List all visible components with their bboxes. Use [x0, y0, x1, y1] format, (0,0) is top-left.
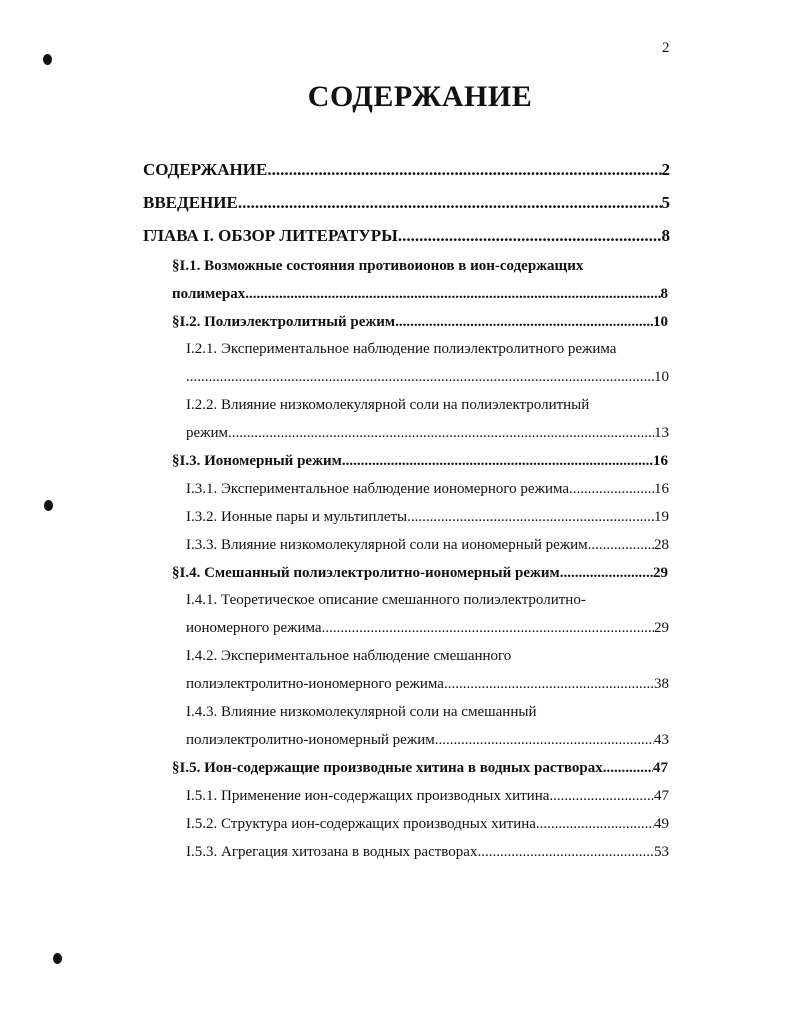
- toc-entry-page: 38: [654, 676, 669, 692]
- toc-entry-title-continued: полиэлектролитно-иономерного режима: [186, 676, 444, 692]
- toc-entry-title: I.3.3. Влияние низкомолекулярной соли на иономерный режим: [186, 537, 588, 553]
- toc-entry: [186, 788, 669, 805]
- toc-leader-dots: [186, 369, 654, 386]
- toc-entry-title: §I.2. Полиэлектролитный режим: [172, 314, 396, 330]
- toc-entry-page: 43: [654, 732, 669, 748]
- toc-entry-title: I.2.1. Экспериментальное наблюдение полиэлектролитного режима: [186, 341, 617, 357]
- toc-entry-page: 2: [661, 160, 670, 179]
- toc-entry: [186, 369, 669, 386]
- toc-entry-title: I.3.1. Экспериментальное наблюдение иономерного режима: [186, 481, 570, 497]
- toc-entry-page: 5: [661, 193, 670, 212]
- toc-entry-page: 29: [653, 565, 668, 581]
- toc-leader-dots: [342, 453, 653, 470]
- toc-entry-page: 49: [654, 816, 669, 832]
- punch-hole-mark: [43, 54, 52, 65]
- toc-leader-dots: [398, 226, 662, 246]
- toc-entry-page: 53: [654, 844, 669, 860]
- toc-entry-page: 28: [654, 537, 669, 553]
- toc-entry-title: I.4.1. Теоретическое описание смешанного полиэлектролитно-: [186, 592, 586, 608]
- toc-entry-title: §I.3. Иономерный режим: [172, 453, 342, 469]
- toc-leader-dots: [444, 676, 654, 693]
- toc-entry: [143, 160, 670, 180]
- toc-entry-title: СОДЕРЖАНИЕ: [143, 160, 268, 179]
- toc-leader-dots: [606, 760, 653, 777]
- toc-entry: [186, 509, 669, 526]
- toc-entry-title: ГЛАВА I. ОБЗОР ЛИТЕРАТУРЫ: [143, 226, 398, 245]
- toc-entry: [172, 565, 668, 582]
- toc-leader-dots: [477, 844, 654, 861]
- toc-leader-dots: [245, 286, 660, 303]
- toc-entry-title: ВВЕДЕНИЕ: [143, 193, 238, 212]
- toc-entry-page: 8: [661, 226, 670, 245]
- toc-entry: [186, 537, 669, 554]
- toc-entry: [186, 844, 669, 861]
- toc-entry: [143, 226, 670, 246]
- toc-leader-dots: [588, 537, 654, 554]
- toc-entry: [172, 453, 668, 470]
- toc-leader-dots: [569, 481, 654, 498]
- toc-entry-title: §I.4. Смешанный полиэлектролитно-иономерный режим: [172, 565, 560, 581]
- toc-entry-title: §I.5. Ион-содержащие производные хитина в водных растворах.: [172, 760, 607, 776]
- toc-entry-title-continued: иономерного режима: [186, 620, 322, 636]
- toc-entry: [186, 816, 669, 833]
- toc-leader-dots: [560, 565, 653, 582]
- toc-entry: [172, 760, 668, 777]
- toc-leader-dots: [228, 425, 654, 442]
- toc-leader-dots: [435, 732, 654, 749]
- toc-entry-title-continued: полимерах: [172, 286, 246, 302]
- toc-entry-page: 10: [654, 369, 669, 385]
- toc-entry-page: 16: [653, 453, 668, 469]
- toc-leader-dots: [322, 620, 654, 637]
- toc-entry-title: I.4.3. Влияние низкомолекулярной соли на смешанный: [186, 704, 537, 720]
- toc-entry-page: 10: [653, 314, 668, 330]
- toc-entry: [186, 676, 669, 693]
- toc-entry-page: 47: [653, 760, 668, 776]
- toc-entry-title-continued: полиэлектролитно-иономерный режим: [186, 732, 435, 748]
- page-title: СОДЕРЖАНИЕ: [307, 80, 533, 113]
- toc-entry-title: I.4.2. Экспериментальное наблюдение смешанного: [186, 648, 512, 664]
- toc-entry: [186, 620, 669, 637]
- toc-entry-title: I.2.2. Влияние низкомолекулярной соли на полиэлектролитный: [186, 397, 590, 413]
- toc-leader-dots: [549, 788, 654, 805]
- toc-entry-title: I.5.3. Агрегация хитозана в водных растворах: [186, 844, 478, 860]
- toc-leader-dots: [238, 193, 662, 213]
- toc-entry-page: 29: [654, 620, 669, 636]
- toc-leader-dots: [407, 509, 654, 526]
- toc-entry: [143, 193, 670, 213]
- page-number: 2: [662, 40, 670, 56]
- toc-entry-page: 19: [654, 509, 669, 525]
- toc-entry-title: I.3.2. Ионные пары и мультиплеты: [186, 509, 408, 525]
- toc-leader-dots: [536, 816, 654, 833]
- toc-leader-dots: [267, 160, 661, 180]
- toc-entry-title: §I.1. Возможные состояния противоионов в ион-содержащих: [172, 258, 584, 274]
- toc-entry-title: I.5.2. Структура ион-содержащих производных хитина: [186, 816, 536, 832]
- toc-entry-page: 16: [654, 481, 669, 497]
- toc-entry-page: 8: [660, 286, 668, 302]
- toc-entry-title: I.5.1. Применение ион-содержащих производных хитина: [186, 788, 550, 804]
- toc-entry: [186, 732, 669, 749]
- toc-entry: [172, 286, 668, 303]
- toc-entry-page: 47: [654, 788, 669, 804]
- toc-entry: [172, 314, 668, 331]
- toc-entry-page: 13: [654, 425, 669, 441]
- toc-entry: [186, 481, 669, 498]
- toc-entry: [186, 425, 669, 442]
- punch-hole-mark: [44, 500, 53, 511]
- toc-leader-dots: [395, 314, 653, 331]
- punch-hole-mark: [53, 953, 62, 964]
- toc-entry-title-continued: режим: [186, 425, 229, 441]
